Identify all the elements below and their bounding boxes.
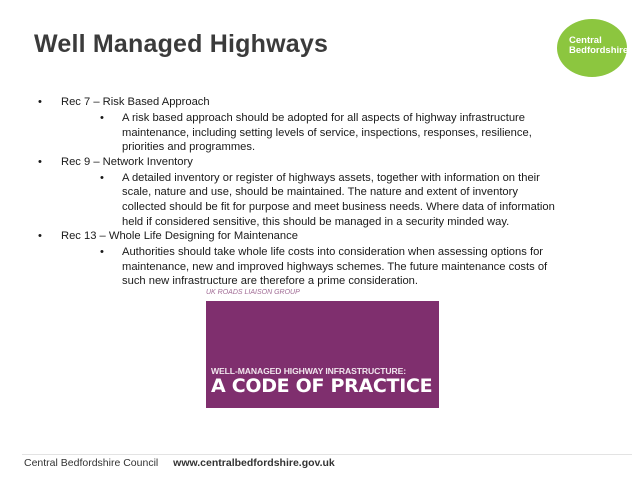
cover-group-name: UK ROADS LIAISON GROUP <box>206 289 300 296</box>
bullet-heading: Rec 13 – Whole Life Designing for Maintenance <box>61 230 298 243</box>
recommendations-list <box>0 96 638 290</box>
bullet-rec-13 <box>0 230 638 245</box>
central-bedfordshire-logo <box>557 19 627 77</box>
cover-title: A CODE OF PRACTICE <box>211 375 433 397</box>
text-line: scale, nature and use, should be maintained. The nature and extent of inventory <box>122 186 518 199</box>
bullet-rec-7 <box>0 96 638 111</box>
text-line: A risk based approach should be adopted for all aspects of highway infrastructure <box>122 112 525 124</box>
text-line: collected should be fit for purpose and meet business needs. Where data of information <box>122 200 555 213</box>
text-line: priorities and programmes. <box>122 141 256 154</box>
footer-org: Central Bedfordshire Council <box>24 457 159 469</box>
code-of-practice-cover-image <box>206 289 439 408</box>
logo-line-1: Central <box>569 35 602 46</box>
logo-line-2: Bedfordshire <box>569 45 629 56</box>
footer-divider <box>22 454 632 455</box>
sub-bullet-rec-9 <box>0 171 638 229</box>
cover-header-band <box>206 289 439 301</box>
text-line: Authorities should take whole life costs into consideration when assessing options for <box>122 246 544 259</box>
slide-title: Well Managed Highways <box>34 30 329 58</box>
text-line: maintenance, new and improved highways schemes. The future maintenance costs of <box>122 260 548 273</box>
bullet-heading: Rec 9 – Network Inventory <box>61 155 193 168</box>
footer <box>24 457 335 469</box>
text-line: maintenance, including setting levels of service, inspections, responses, resilience, <box>122 126 532 139</box>
sub-bullet-rec-13 <box>0 245 638 289</box>
text-line: such new infrastructure are therefore a prime consideration. <box>122 275 418 288</box>
bullet-rec-9 <box>0 156 638 171</box>
text-line: A detailed inventory or register of highways assets, together with information on their <box>122 171 540 184</box>
sub-bullet-text <box>122 171 612 229</box>
bullet-heading: Rec 7 – Risk Based Approach <box>61 96 210 108</box>
cover-subtitle: WELL-MANAGED HIGHWAY INFRASTRUCTURE: <box>211 366 407 376</box>
sub-bullet-dot: • <box>100 246 104 259</box>
sub-bullet-dot: • <box>100 112 104 124</box>
sub-bullet-dot: • <box>100 171 104 184</box>
sub-bullet-text <box>122 111 612 155</box>
sub-bullet-rec-7 <box>0 111 638 155</box>
bullet-dot: • <box>38 155 42 168</box>
footer-url: www.centralbedfordshire.gov.uk <box>173 457 335 469</box>
bullet-dot: • <box>38 96 42 108</box>
bullet-dot: • <box>38 230 42 243</box>
text-line: held if considered sensitive, this should be managed in a security minded way. <box>122 215 510 228</box>
sub-bullet-text <box>122 245 612 289</box>
